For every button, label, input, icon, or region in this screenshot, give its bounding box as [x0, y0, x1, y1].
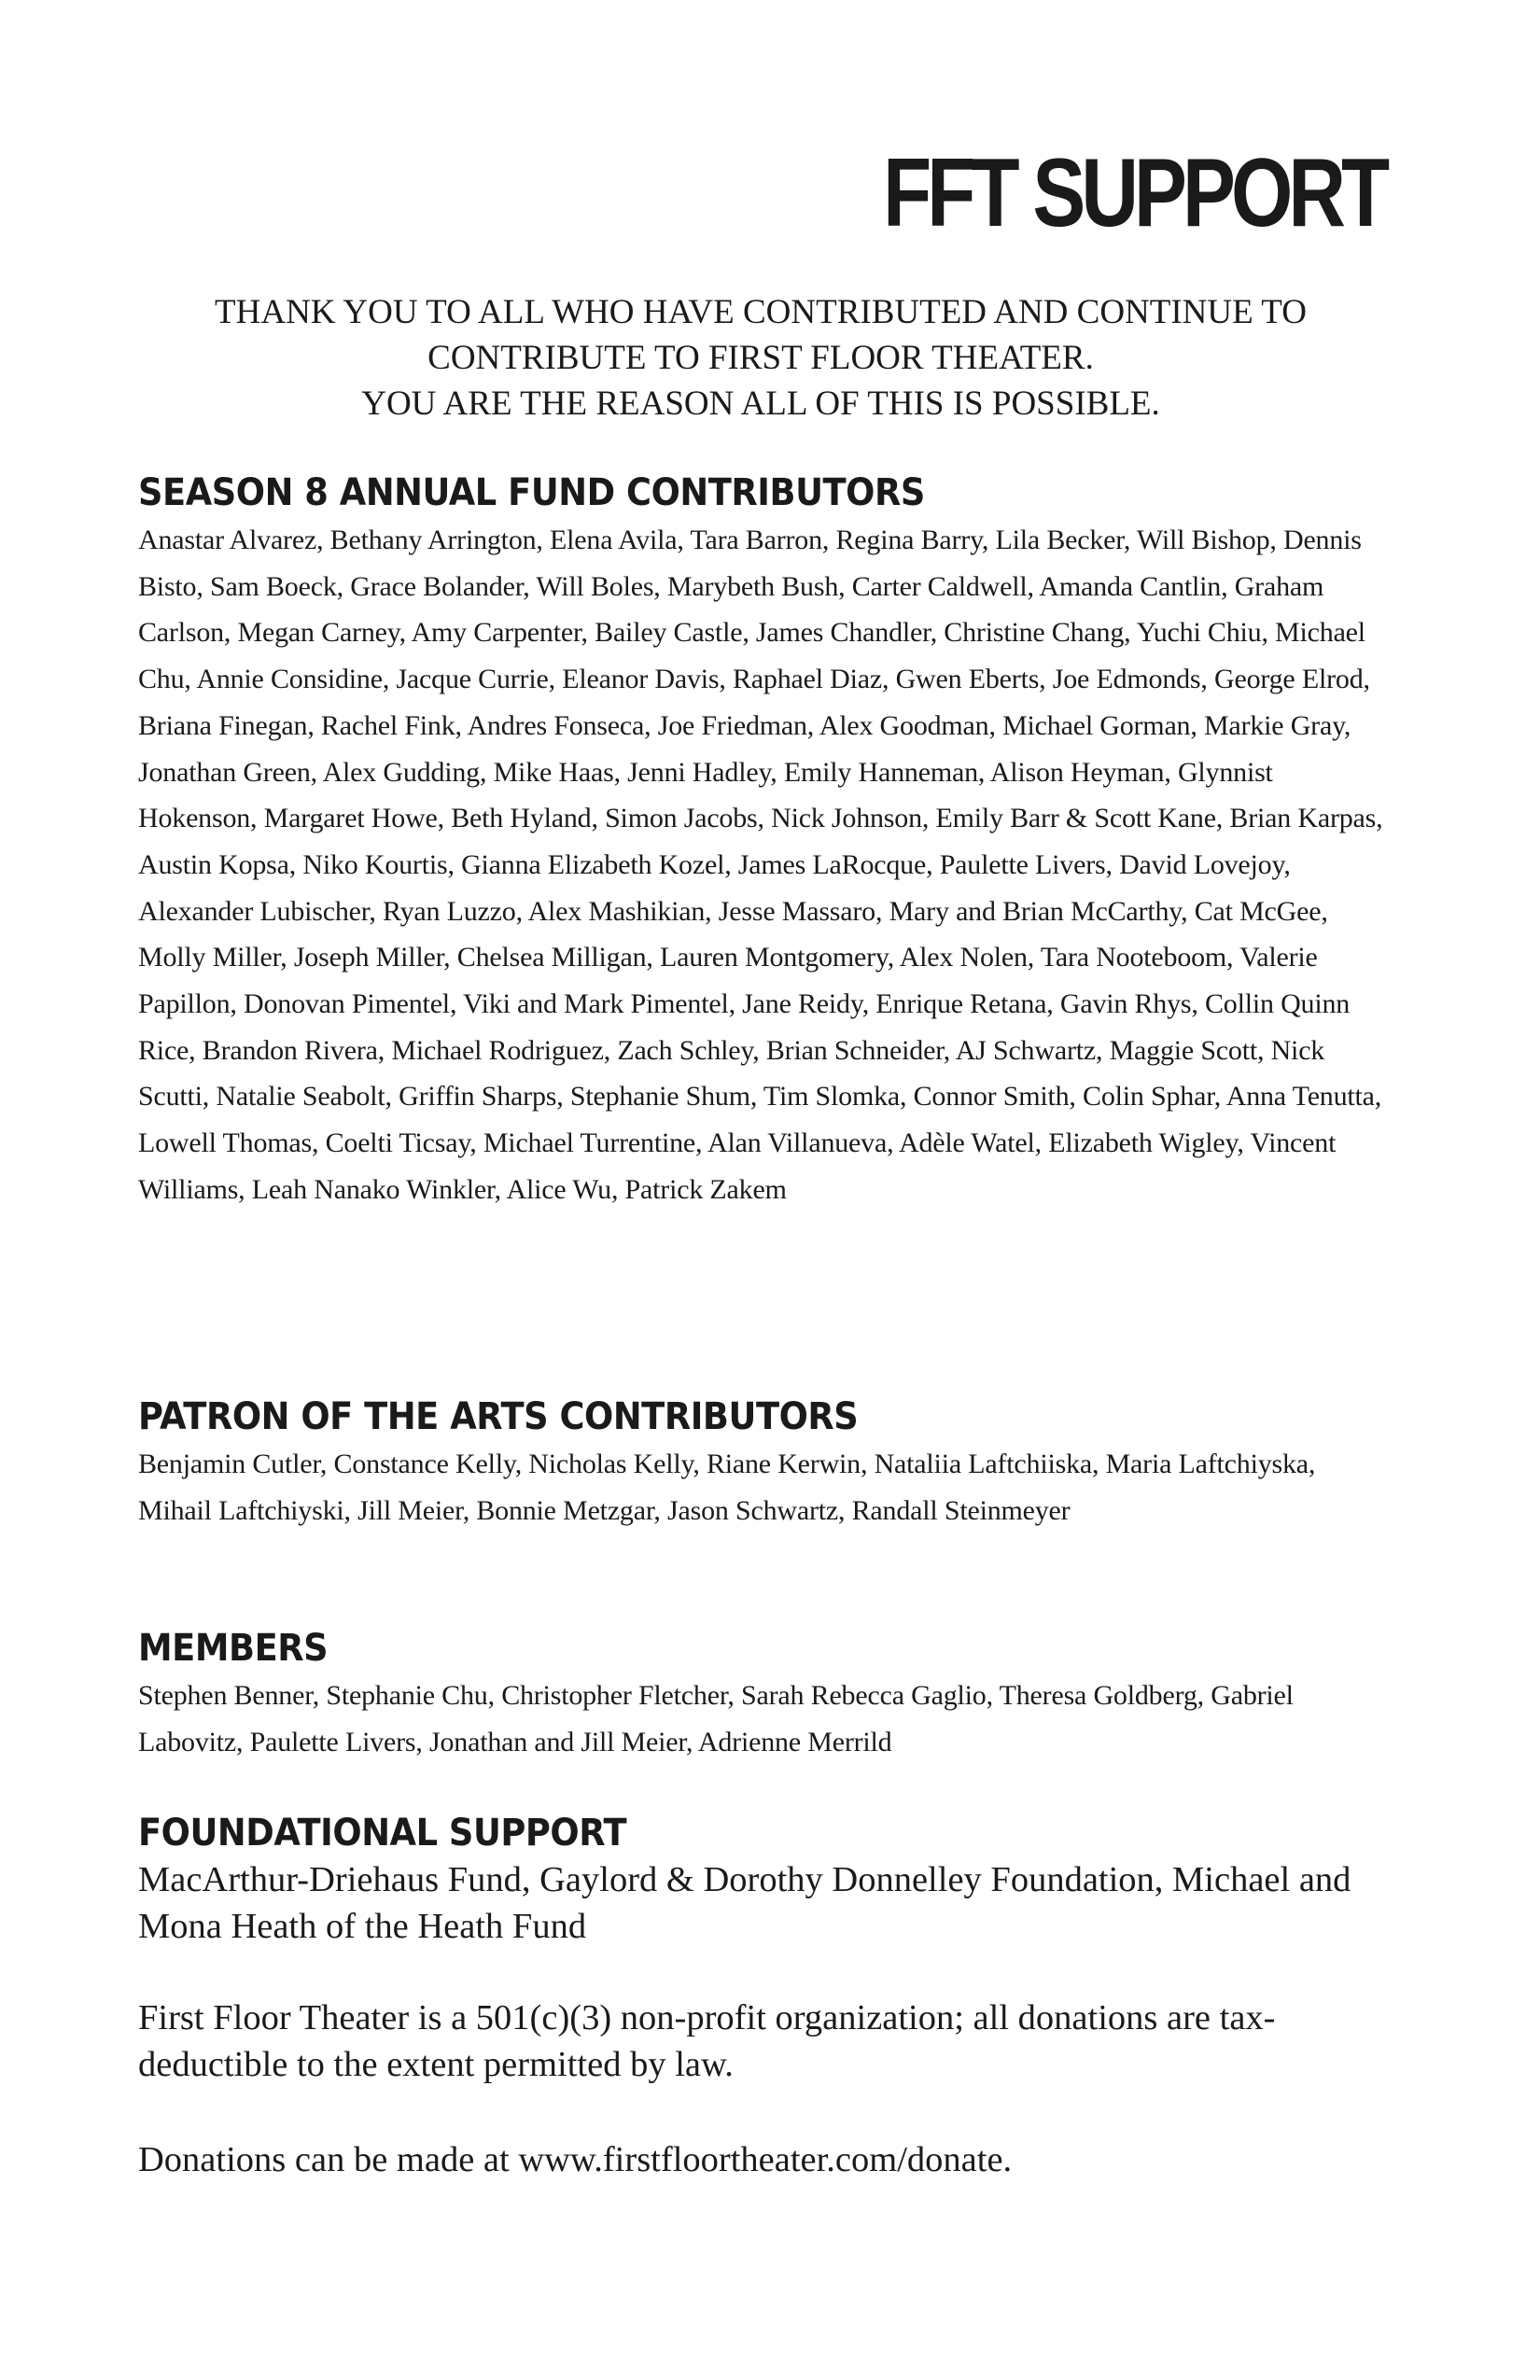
- section-heading: PATRON OF THE ARTS CONTRIBUTORS: [138, 1395, 859, 1438]
- section-heading: MEMBERS: [138, 1627, 329, 1670]
- contributor-list: Anastar Alvarez, Bethany Arrington, Elena Avila, Tara Barron, Regina Barry, Lila Becker, Will Bishop, Dennis Bisto, Sam Boeck, Grace Bolander, Will Boles, Marybeth Bush, Carter Caldwell, Amanda Cantlin, Graham Carlson, Megan Carney, Amy Carpenter, Bailey Castle, James Chandler, Christine Chang, Yuchi Chiu, Michael Chu, Annie Considine, Jacque Currie, Eleanor Davis, Raphael Diaz, Gwen Eberts, Joe Edmonds, George Elrod, Briana Finegan, Rachel Fink, Andres Fonseca, Joe Friedman, Alex Goodman, Michael Gorman, Markie Gray, Jonathan Green, Alex Gudding, Mike Haas, Jenni Hadley, Emily Hanneman, Alison Heyman, Glynnist Hokenson, Margaret Howe, Beth Hyland, Simon Jacobs, Nick Johnson, Emily Barr & Scott Kane, Brian Karpas, Austin Kopsa, Niko Kourtis, Gianna Elizabeth Kozel, James LaRocque, Paulette Livers, David Lovejoy, Alexander Lubischer, Ryan Luzzo, Alex Mashikian, Jesse Massaro, Mary and Brian McCarthy, Cat McGee, Molly Miller, Joseph Miller, Chelsea Milligan, Lauren Montgomery, Alex Nolen, Tara Nooteboom, Valerie Papillon, Donovan Pimentel, Viki and Mark Pimentel, Jane Reidy, Enrique Retana, Gavin Rhys, Collin Quinn Rice, Brandon Rivera, Michael Rodriguez, Zach Schley, Brian Schneider, AJ Schwartz, Maggie Scott, Nick Scutti, Natalie Seabolt, Griffin Sharps, Stephanie Shum, Tim Slomka, Connor Smith, Colin Sphar, Anna Tenutta, Lowell Thomas, Coelti Ticsay, Michael Turrentine, Alan Villanueva, Adèle Watel, Elizabeth Wigley, Vincent Williams, Leah Nanako Winkler, Alice Wu, Patrick Zakem: [138, 525, 1383, 1205]
- intro-line: CONTRIBUTE TO FIRST FLOOR THEATER.: [427, 339, 1094, 377]
- foundation-list: MacArthur-Driehaus Fund, Gaylord & Dorothy Donnelley Foundation, Michael and Mona Heath of the Heath Fund: [138, 1860, 1351, 1946]
- intro-line: YOU ARE THE REASON ALL OF THIS IS POSSIBLE.: [361, 385, 1160, 423]
- nonprofit-note: First Floor Theater is a 501(c)(3) non-profit organization; all donations are tax-deductible to the extent permitted by law.: [138, 1998, 1276, 2084]
- page-title: FFT SUPPORT: [882, 139, 1385, 247]
- member-list: Stephen Benner, Stephanie Chu, Christopher Fletcher, Sarah Rebecca Gaglio, Theresa Goldberg, Gabriel Labovitz, Paulette Livers, Jonathan and Jill Meier, Adrienne Merrild: [138, 1680, 1294, 1757]
- section-foundational-support: [138, 1809, 1351, 1950]
- section-heading: SEASON 8 ANNUAL FUND CONTRIBUTORS: [138, 471, 925, 514]
- intro-line: THANK YOU TO ALL WHO HAVE CONTRIBUTED AND CONTINUE TO: [215, 293, 1307, 331]
- donate-note: Donations can be made at www.firstfloortheater.com/donate.: [138, 2140, 1013, 2179]
- donate-section: [138, 2137, 1389, 2184]
- thank-you-message: [138, 289, 1383, 427]
- nonprofit-section: [138, 1995, 1389, 2088]
- section-members: [138, 1624, 1389, 1765]
- section-patron-of-arts: [138, 1393, 1389, 1533]
- section-heading: FOUNDATIONAL SUPPORT: [138, 1812, 627, 1855]
- contributor-list: Benjamin Cutler, Constance Kelly, Nicholas Kelly, Riane Kerwin, Nataliia Laftchiiska, Maria Laftchiyska, Mihail Laftchiyski, Jill Meier, Bonnie Metzgar, Jason Schwartz, Randall Steinmeyer: [138, 1449, 1316, 1526]
- section-annual-fund: [138, 469, 1389, 1213]
